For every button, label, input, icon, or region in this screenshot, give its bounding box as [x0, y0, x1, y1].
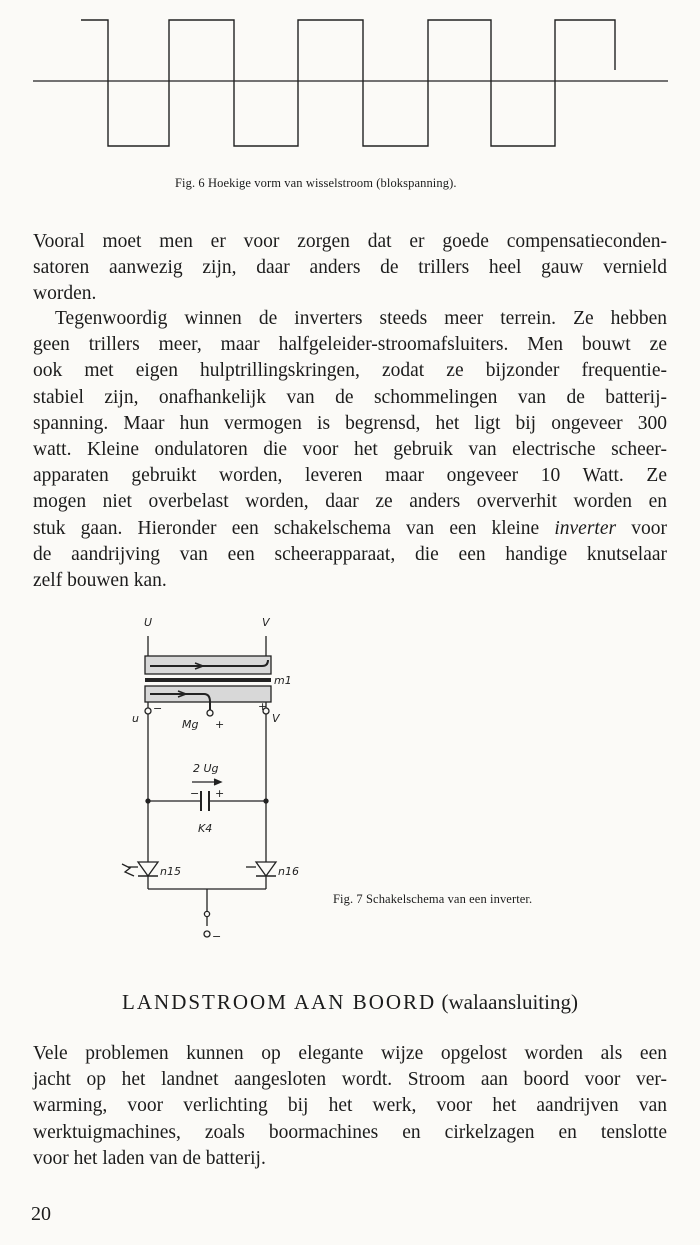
label-m1: m1: [274, 674, 292, 687]
label-capacitor: K4: [198, 822, 213, 835]
page-number: 20: [31, 1203, 51, 1225]
text-line: apparaten gebruikt worden, leveren maar ongeveer 10 Watt. Ze: [33, 465, 667, 487]
text-line: zelf bouwen kan.: [33, 570, 167, 592]
paragraph-1: [33, 229, 667, 308]
text-line: de aandrijving van een scheerapparaat, die een handige knutselaar: [33, 543, 667, 565]
text-line: ook met eigen hulptrillingskringen, zodat ze bijzonder frequentie-: [33, 360, 667, 382]
paragraph-2: [33, 306, 667, 594]
text-line: Vele problemen kunnen op elegante wijze opgelost worden als een: [33, 1043, 667, 1064]
text-line: werktuigmachines, zoals boormachines en cirkelzagen en tenslotte: [33, 1121, 667, 1143]
italic-term: inverter: [554, 517, 617, 539]
text-line: voor het laden van de batterij.: [33, 1147, 266, 1169]
inverter-circuit-diagram: [100, 604, 320, 949]
figure-7-caption: Fig. 7 Schakelschema van een inverter.: [333, 892, 533, 906]
text-line: warming, voor verlichting bij het werk, voor het aandrijven van: [33, 1095, 667, 1117]
text-line: worden.: [33, 283, 97, 305]
text-segment: stuk gaan. Hieronder een schakelschema van een kleine: [33, 517, 555, 539]
label-plus: +: [215, 787, 225, 800]
label-v-side: V: [272, 712, 280, 725]
label-plus: +: [258, 700, 268, 713]
figure-6-caption: Fig. 6 Hoekige vorm van wisselstroom (blokspanning).: [175, 176, 457, 190]
label-minus: −: [190, 787, 200, 800]
text-line: satoren aanwezig zijn, daar anders de trillers heel gauw vernield: [33, 257, 667, 279]
label-voltage: 2 Ug: [193, 762, 219, 775]
square-wave: [81, 20, 615, 146]
paragraph-3: [33, 1041, 667, 1172]
text-segment: voor: [616, 517, 667, 539]
label-u-top: U: [144, 616, 153, 629]
text-line: geen trillers meer, maar halfgeleider-stroomafsluiters. Men bouwt ze: [33, 334, 667, 356]
text-line: stabiel zijn, onafhankelijk van de schommelingen van de batterij-: [33, 386, 667, 408]
text-line: watt. Kleine ondulatoren die voor het gebruik van electrische scheer-: [33, 439, 667, 461]
text-line: spanning. Maar hun vermogen is begrensd, het ligt bij ongeveer 300: [33, 412, 667, 434]
text-line: jacht op het landnet aangesloten wordt. Stroom aan boord voor ver-: [33, 1069, 667, 1091]
label-minus: −: [153, 702, 163, 715]
text-line: mogen niet overbelast worden, daar ze anders oververhit worden en: [33, 491, 667, 513]
label-diode-right: n16: [278, 865, 299, 878]
text-line: Tegenwoordig winnen de inverters steeds meer terrein. Ze hebben: [55, 308, 667, 329]
section-heading-caps: LANDSTROOM AAN BOORD: [122, 990, 437, 1014]
label-v-top: V: [262, 616, 270, 629]
section-heading: [0, 990, 700, 1015]
text-line-with-italic: [33, 516, 667, 542]
label-diode-left: n15: [160, 865, 181, 878]
section-heading-rest: (walaansluiting): [441, 990, 578, 1014]
label-mg: Mg: [182, 718, 199, 731]
label-bottom-minus: −: [212, 930, 222, 943]
label-u-side: u: [132, 712, 139, 725]
label-plus: +: [215, 718, 225, 731]
text-line: Vooral moet men er voor zorgen dat er goede compensatieconden-: [33, 231, 667, 252]
square-wave-figure: [0, 0, 700, 160]
